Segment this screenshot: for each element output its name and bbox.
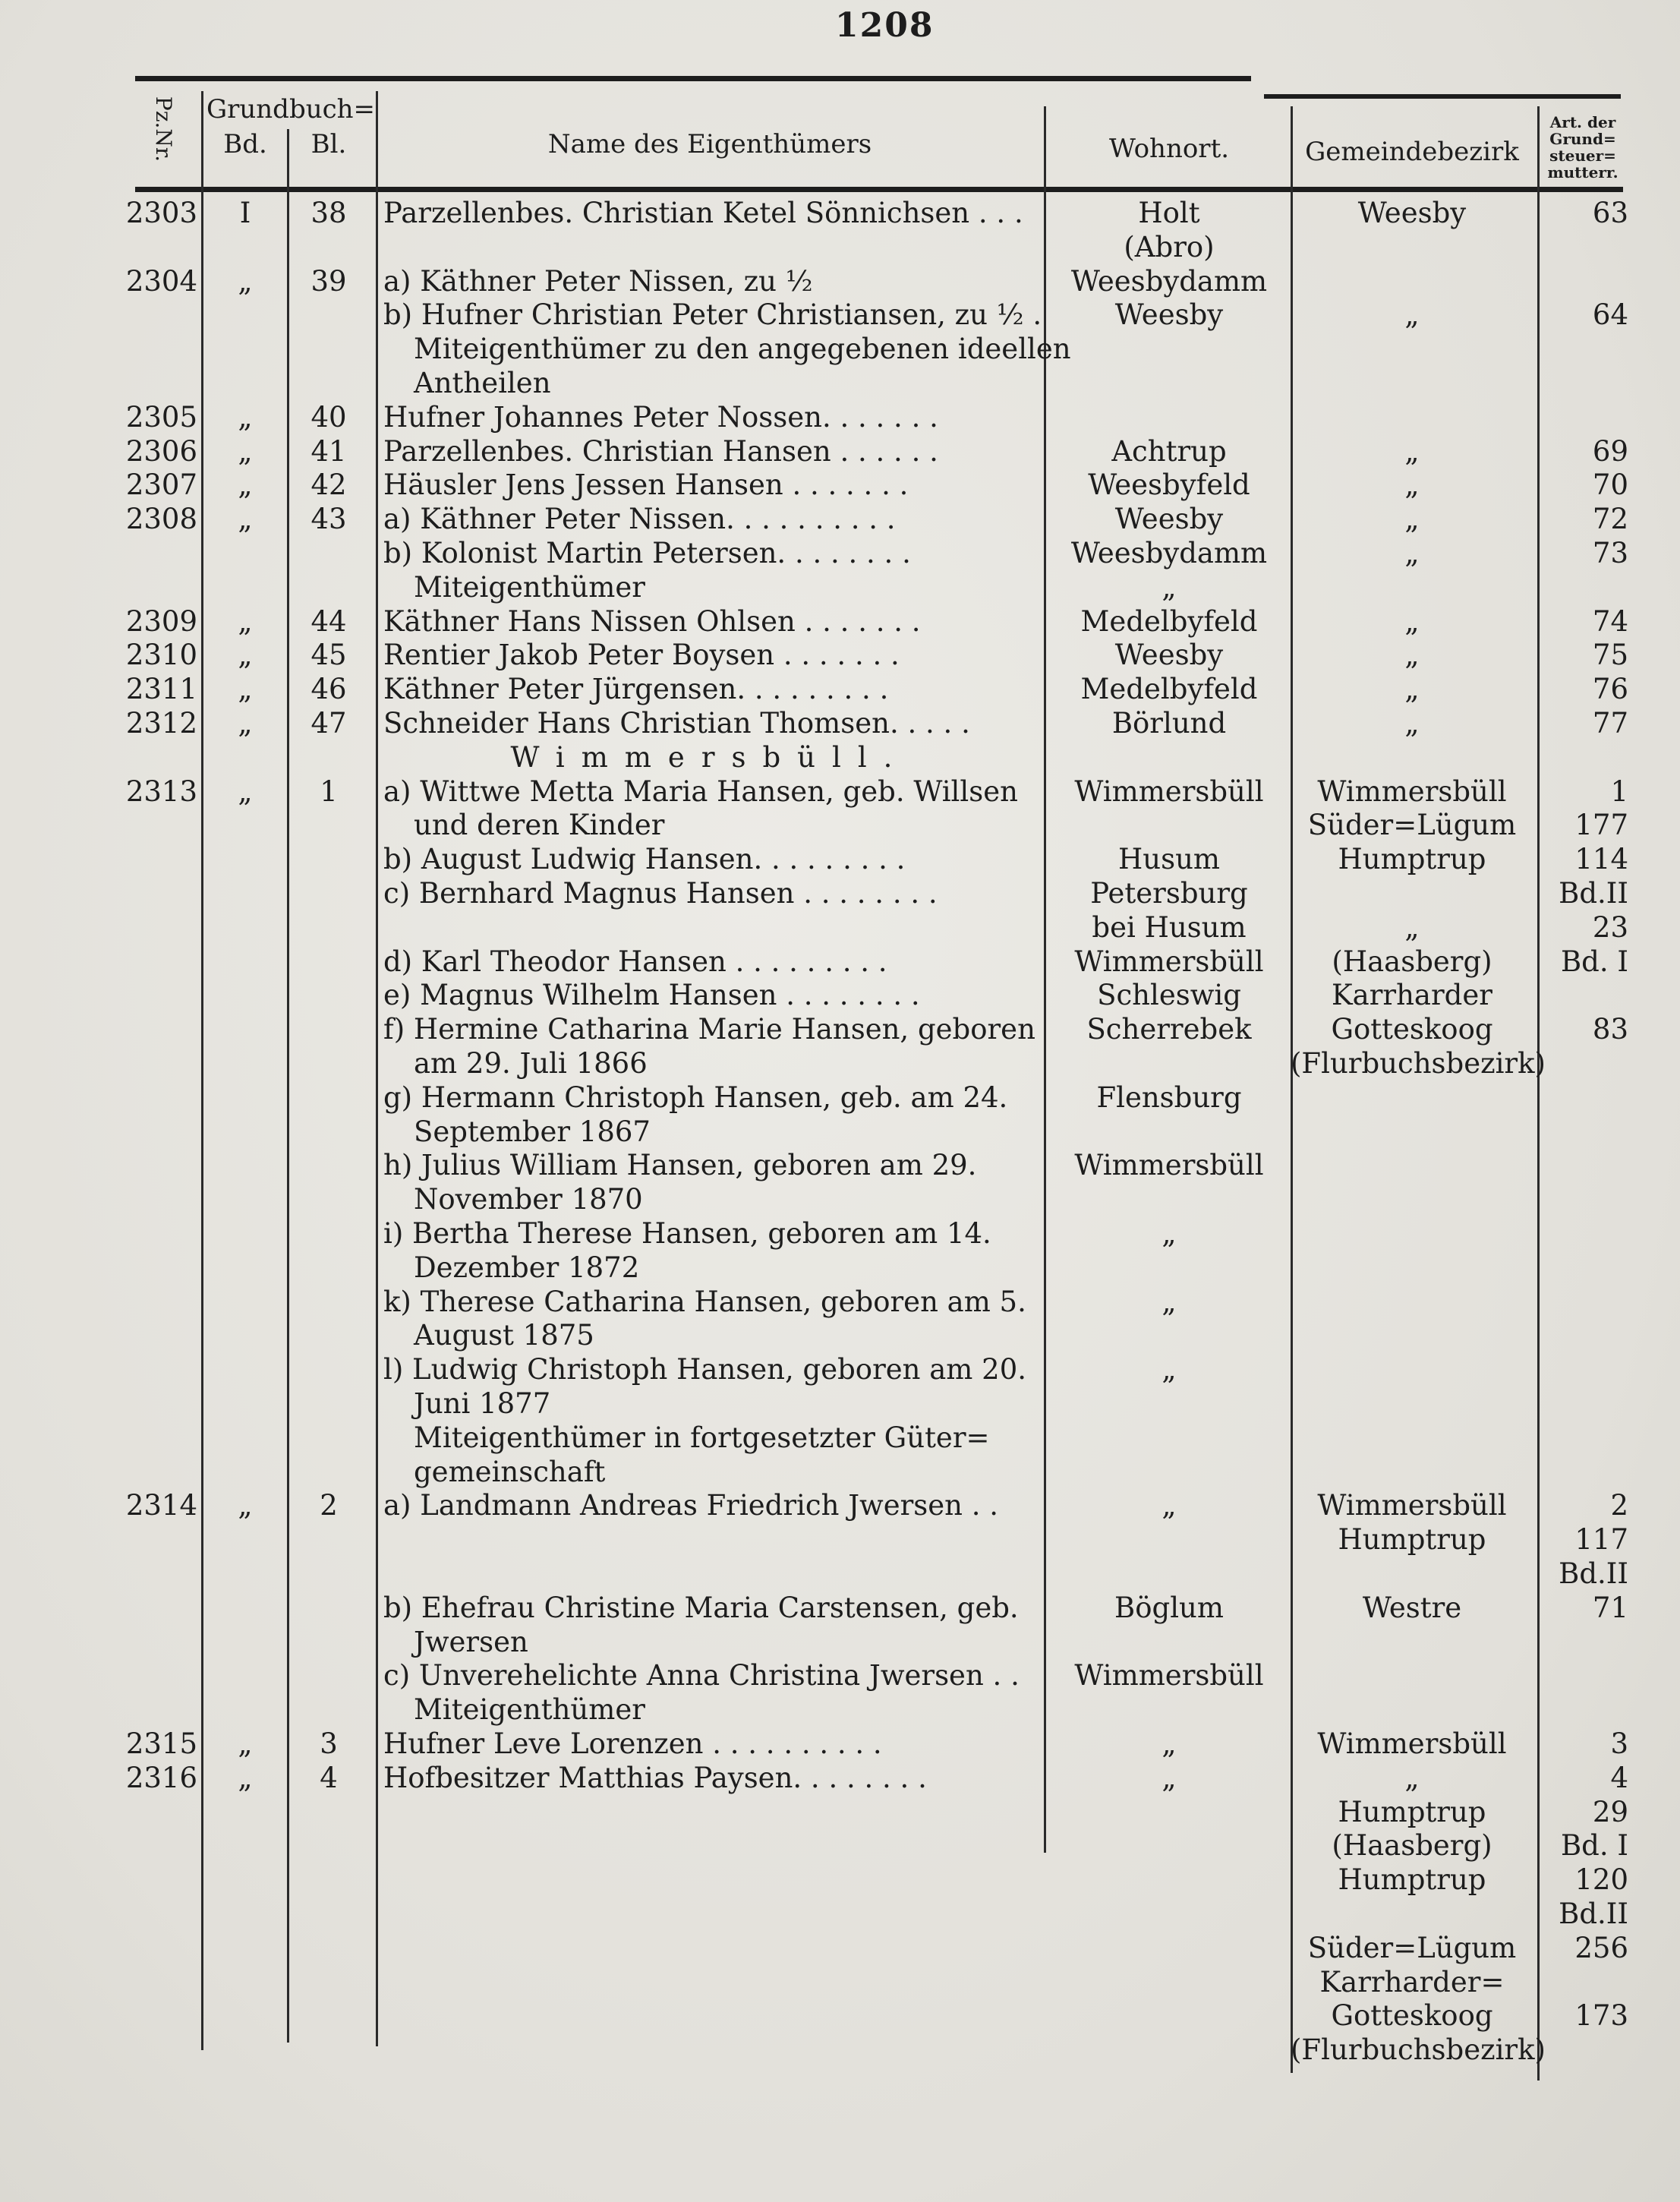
row-article: 117 <box>1574 1523 1628 1557</box>
row-article: 3 <box>1610 1727 1628 1760</box>
row-municipality: Humptrup <box>1338 1523 1486 1557</box>
row-owner-name: Hufner Leve Lorenzen . . . . . . . . . . <box>383 1727 882 1760</box>
table-row <box>0 1012 1680 1049</box>
row-municipality: „ <box>1404 298 1420 332</box>
row-owner-name: Käthner Hans Nissen Ohlsen . . . . . . . <box>383 604 921 638</box>
row-residence: Weesby <box>1114 503 1224 536</box>
row-owner-name: am 29. Juli 1866 <box>414 1047 648 1080</box>
table-row <box>0 1148 1680 1185</box>
row-owner-name: Parzellenbes. Christian Hansen . . . . . . <box>383 434 938 468</box>
row-owner-name: a) Landmann Andreas Friedrich Jwersen . . <box>383 1489 999 1522</box>
table-row <box>0 672 1680 708</box>
row-number: 2305 <box>125 400 197 434</box>
row-article: 120 <box>1574 1863 1628 1897</box>
row-article: 64 <box>1592 298 1628 332</box>
row-article: 29 <box>1592 1795 1628 1828</box>
row-residence: „ <box>1162 1489 1177 1522</box>
row-article: 4 <box>1610 1761 1628 1794</box>
table-row <box>0 1693 1680 1729</box>
table-row <box>0 1488 1680 1525</box>
row-blatt: 40 <box>310 400 347 434</box>
row-article: 114 <box>1574 843 1628 876</box>
row-band: „ <box>238 264 253 298</box>
table-row <box>0 1318 1680 1355</box>
row-owner-name: b) August Ludwig Hansen. . . . . . . . . <box>383 843 906 876</box>
row-owner-name: e) Magnus Wilhelm Hansen . . . . . . . . <box>383 979 920 1012</box>
row-article: Bd.II <box>1559 877 1628 910</box>
row-article: Bd.II <box>1559 1898 1628 1930</box>
header-wohnort: Wohnort. <box>1108 134 1230 164</box>
row-number: 2304 <box>125 264 197 298</box>
row-residence: Husum <box>1118 843 1220 876</box>
row-owner-name: g) Hermann Christoph Hansen, geb. am 24. <box>383 1080 1008 1114</box>
row-article: Bd.II <box>1559 1557 1628 1590</box>
row-blatt: 38 <box>310 197 347 229</box>
row-owner-name: Rentier Jakob Peter Boysen . . . . . . . <box>383 639 900 672</box>
row-municipality: „ <box>1404 910 1420 944</box>
table-row <box>0 570 1680 607</box>
row-owner-name: a) Käthner Peter Nissen. . . . . . . . . . <box>383 503 896 536</box>
table-row <box>0 1080 1680 1117</box>
row-owner-name: c) Bernhard Magnus Hansen . . . . . . . . <box>383 877 938 910</box>
row-municipality: „ <box>1404 1761 1420 1794</box>
row-municipality: (Flurbuchsbezirk) <box>1291 1047 1546 1080</box>
row-municipality: Wimmersbüll <box>1317 1489 1507 1522</box>
table-row <box>0 1931 1680 1967</box>
row-residence: Weesby <box>1114 639 1224 672</box>
row-band: I <box>239 197 251 229</box>
table-row <box>0 1727 1680 1763</box>
row-residence: Wimmersbüll <box>1074 774 1264 808</box>
row-municipality: Süder=Lügum <box>1307 1931 1517 1964</box>
row-municipality: „ <box>1404 707 1420 740</box>
row-article: 173 <box>1574 1999 1628 2033</box>
table-row <box>0 196 1680 232</box>
table-row <box>0 945 1680 981</box>
table-row <box>0 1216 1680 1253</box>
row-owner-name: Häusler Jens Jessen Hansen . . . . . . . <box>383 468 909 502</box>
row-owner-name: a) Wittwe Metta Maria Hansen, geb. Willsen <box>383 774 1018 808</box>
row-owner-name: Parzellenbes. Christian Ketel Sönnichsen . . . <box>383 197 1023 229</box>
table-row <box>0 1625 1680 1661</box>
row-blatt: 44 <box>310 604 347 638</box>
row-number: 2310 <box>125 639 197 672</box>
row-residence: Weesbydamm <box>1070 537 1268 569</box>
row-article: 72 <box>1592 503 1628 536</box>
header-grundbuch: Grundbuch= <box>206 94 376 125</box>
row-article: 2 <box>1610 1489 1628 1522</box>
table-row <box>0 978 1680 1014</box>
row-article: 177 <box>1574 809 1628 842</box>
row-residence: Holt <box>1138 197 1200 229</box>
row-residence: (Abro) <box>1124 230 1215 263</box>
row-owner-name: b) Kolonist Martin Petersen. . . . . . . . <box>383 537 911 569</box>
row-article: 69 <box>1592 434 1628 468</box>
row-number: 2313 <box>125 774 197 808</box>
table-row <box>0 1387 1680 1423</box>
row-municipality: Gotteskoog <box>1331 1013 1493 1046</box>
row-article: 77 <box>1592 707 1628 740</box>
row-number: 2311 <box>125 673 197 706</box>
row-residence: Schleswig <box>1097 979 1241 1012</box>
row-owner-name: Dezember 1872 <box>414 1251 640 1284</box>
row-residence: Weesbyfeld <box>1088 468 1250 502</box>
row-owner-name: c) Unverehelichte Anna Christina Jwersen . . <box>383 1659 1020 1693</box>
row-municipality: Westre <box>1362 1591 1462 1624</box>
row-residence: Flensburg <box>1096 1080 1242 1114</box>
table-row <box>0 740 1680 777</box>
row-owner-name: Wimmersbüll. <box>510 740 909 774</box>
table-row <box>0 706 1680 743</box>
row-residence: Wimmersbüll <box>1074 1149 1264 1182</box>
row-residence: Medelbyfeld <box>1080 673 1258 706</box>
row-owner-name: November 1870 <box>414 1183 643 1216</box>
header-bl: Bl. <box>310 129 347 159</box>
table-row <box>0 1285 1680 1321</box>
table-row <box>0 298 1680 334</box>
row-residence: „ <box>1162 1761 1177 1794</box>
table-row <box>0 842 1680 879</box>
row-number: 2306 <box>125 434 197 468</box>
row-residence: Böglum <box>1114 1591 1224 1624</box>
row-municipality: Humptrup <box>1338 843 1486 876</box>
row-band: „ <box>238 707 253 740</box>
row-owner-name: gemeinschaft <box>414 1455 606 1488</box>
row-residence: Achtrup <box>1111 434 1227 468</box>
row-residence: Wimmersbüll <box>1074 1659 1264 1693</box>
row-band: „ <box>238 434 253 468</box>
row-number: 2303 <box>125 197 197 229</box>
row-municipality: „ <box>1404 503 1420 536</box>
row-municipality: (Haasberg) <box>1332 945 1492 978</box>
row-band: „ <box>238 1727 253 1760</box>
row-band: „ <box>238 774 253 808</box>
row-owner-name: f) Hermine Catharina Marie Hansen, geboren <box>383 1013 1035 1046</box>
table-row <box>0 638 1680 674</box>
row-band: „ <box>238 468 253 502</box>
row-residence: Weesby <box>1114 298 1224 332</box>
row-owner-name: Schneider Hans Christian Thomsen. . . . . <box>383 707 970 740</box>
table-row <box>0 1421 1680 1457</box>
row-number: 2312 <box>125 707 197 740</box>
row-owner-name: a) Käthner Peter Nissen, zu ½ <box>383 264 813 298</box>
row-article: Bd. I <box>1560 1829 1628 1863</box>
row-municipality: „ <box>1404 673 1420 706</box>
table-row <box>0 536 1680 573</box>
header-nr: Pz.Nr. <box>151 96 176 162</box>
table-row <box>0 876 1680 913</box>
table-row <box>0 1115 1680 1151</box>
row-municipality: (Haasberg) <box>1332 1829 1492 1863</box>
table-row <box>0 1251 1680 1287</box>
row-number: 2314 <box>125 1489 197 1522</box>
table-row <box>0 1455 1680 1491</box>
row-blatt: 41 <box>310 434 347 468</box>
row-number: 2308 <box>125 503 197 536</box>
row-residence: „ <box>1162 1727 1177 1760</box>
row-municipality: Humptrup <box>1338 1863 1486 1897</box>
table-row <box>0 332 1680 368</box>
header-art: Art. der Grund= steuer= mutterr. <box>1547 113 1619 181</box>
row-number: 2315 <box>125 1727 197 1760</box>
page-number: 1208 <box>835 6 935 45</box>
row-article: Bd. I <box>1560 945 1628 978</box>
table-row <box>0 230 1680 267</box>
row-residence: „ <box>1162 1285 1177 1318</box>
row-owner-name: Antheilen <box>414 367 551 399</box>
row-article: 70 <box>1592 468 1628 502</box>
table-row <box>0 774 1680 811</box>
table-row <box>0 264 1680 301</box>
table-row <box>0 1352 1680 1389</box>
row-municipality: „ <box>1404 604 1420 638</box>
row-owner-name: Jwersen <box>414 1625 528 1658</box>
row-owner-name: und deren Kinder <box>414 809 665 842</box>
row-owner-name: d) Karl Theodor Hansen . . . . . . . . . <box>383 945 887 978</box>
table-row <box>0 1182 1680 1219</box>
row-article: 256 <box>1574 1931 1628 1964</box>
row-owner-name: Hufner Johannes Peter Nossen. . . . . . . <box>383 400 938 434</box>
row-blatt: 43 <box>310 503 347 536</box>
row-municipality: Wimmersbüll <box>1317 774 1507 808</box>
row-article: 76 <box>1592 673 1628 706</box>
table-row <box>0 1828 1680 1865</box>
table-row <box>0 502 1680 538</box>
row-band: „ <box>238 1761 253 1794</box>
row-residence: Wimmersbüll <box>1074 945 1264 978</box>
row-owner-name: Miteigenthümer <box>414 1693 645 1727</box>
row-municipality: Humptrup <box>1338 1795 1486 1828</box>
row-band: „ <box>238 400 253 434</box>
row-owner-name: b) Ehefrau Christine Maria Carstensen, geb. <box>383 1591 1019 1624</box>
row-blatt: 39 <box>310 264 347 298</box>
table-row <box>0 366 1680 402</box>
row-owner-name: h) Julius William Hansen, geboren am 29. <box>383 1149 977 1182</box>
row-residence: Medelbyfeld <box>1080 604 1258 638</box>
header-name: Name des Eigenthümers <box>547 129 872 159</box>
table-row <box>0 1522 1680 1559</box>
row-municipality: „ <box>1404 468 1420 502</box>
row-owner-name: Miteigenthümer zu den angegebenen ideellen <box>414 333 1071 366</box>
row-blatt: 4 <box>320 1761 338 1794</box>
row-blatt: 3 <box>320 1727 338 1760</box>
row-number: 2307 <box>125 468 197 502</box>
row-residence: bei Husum <box>1092 910 1247 944</box>
row-article: 71 <box>1592 1591 1628 1624</box>
table-row <box>0 808 1680 844</box>
row-article: 63 <box>1592 197 1628 229</box>
row-owner-name: k) Therese Catharina Hansen, geboren am 5. <box>383 1285 1026 1318</box>
table-row <box>0 468 1680 504</box>
row-band: „ <box>238 639 253 672</box>
row-residence: Scherrebek <box>1086 1013 1252 1046</box>
row-municipality: Karrharder= <box>1319 1965 1505 1999</box>
table-row <box>0 434 1680 471</box>
row-owner-name: Hofbesitzer Matthias Paysen. . . . . . . . <box>383 1761 927 1794</box>
row-blatt: 42 <box>310 468 347 502</box>
table-row <box>0 1046 1680 1083</box>
row-owner-name: Miteigenthümer <box>414 570 645 604</box>
table-row <box>0 1658 1680 1695</box>
row-number: 2309 <box>125 604 197 638</box>
row-residence: Börlund <box>1111 707 1227 740</box>
header-gemeindebezirk: Gemeindebezirk <box>1305 137 1519 167</box>
row-blatt: 46 <box>310 673 347 706</box>
row-residence: „ <box>1162 1353 1177 1387</box>
row-municipality: Wimmersbüll <box>1317 1727 1507 1760</box>
row-owner-name: Miteigenthümer in fortgesetzter Güter= <box>414 1421 990 1454</box>
row-owner-name: September 1867 <box>414 1115 651 1148</box>
row-residence: Petersburg <box>1090 877 1248 910</box>
table-row <box>0 400 1680 437</box>
row-owner-name: Käthner Peter Jürgensen. . . . . . . . . <box>383 673 889 706</box>
table-row <box>0 1795 1680 1831</box>
row-municipality: „ <box>1404 434 1420 468</box>
table-row <box>0 1999 1680 2035</box>
row-municipality: Karrharder <box>1332 979 1492 1012</box>
row-band: „ <box>238 1489 253 1522</box>
row-owner-name: Juni 1877 <box>414 1387 551 1420</box>
row-residence: Weesbydamm <box>1070 264 1268 298</box>
row-band: „ <box>238 604 253 638</box>
row-municipality: „ <box>1404 537 1420 569</box>
table-row <box>0 1557 1680 1593</box>
row-blatt: 45 <box>310 639 347 672</box>
row-owner-name: August 1875 <box>414 1319 594 1352</box>
row-owner-name: i) Bertha Therese Hansen, geboren am 14. <box>383 1217 991 1250</box>
row-article: 74 <box>1592 604 1628 638</box>
row-article: 23 <box>1592 910 1628 944</box>
table-row <box>0 2033 1680 2069</box>
row-blatt: 47 <box>310 707 347 740</box>
row-municipality: Gotteskoog <box>1331 1999 1493 2033</box>
row-municipality: (Flurbuchsbezirk) <box>1291 2033 1546 2067</box>
row-municipality: Süder=Lügum <box>1307 809 1517 842</box>
row-number: 2316 <box>125 1761 197 1794</box>
row-owner-name: b) Hufner Christian Peter Christiansen, zu ½ . <box>383 298 1042 332</box>
table-row <box>0 1761 1680 1797</box>
row-band: „ <box>238 673 253 706</box>
table-row <box>0 910 1680 947</box>
row-article: 1 <box>1610 774 1628 808</box>
table-row <box>0 1897 1680 1933</box>
row-blatt: 2 <box>320 1489 338 1522</box>
table-row <box>0 1965 1680 2002</box>
row-municipality: „ <box>1404 639 1420 672</box>
row-blatt: 1 <box>320 774 338 808</box>
row-article: 83 <box>1592 1013 1628 1046</box>
row-band: „ <box>238 503 253 536</box>
table-row <box>0 604 1680 641</box>
row-article: 73 <box>1592 537 1628 569</box>
row-residence: „ <box>1162 1217 1177 1250</box>
row-article: 75 <box>1592 639 1628 672</box>
table-row <box>0 1591 1680 1627</box>
header-bd: Bd. <box>223 129 267 159</box>
row-municipality: Weesby <box>1357 197 1467 229</box>
table-row <box>0 1863 1680 1899</box>
row-owner-name: l) Ludwig Christoph Hansen, geboren am 20. <box>383 1353 1026 1387</box>
row-residence: „ <box>1162 570 1177 604</box>
